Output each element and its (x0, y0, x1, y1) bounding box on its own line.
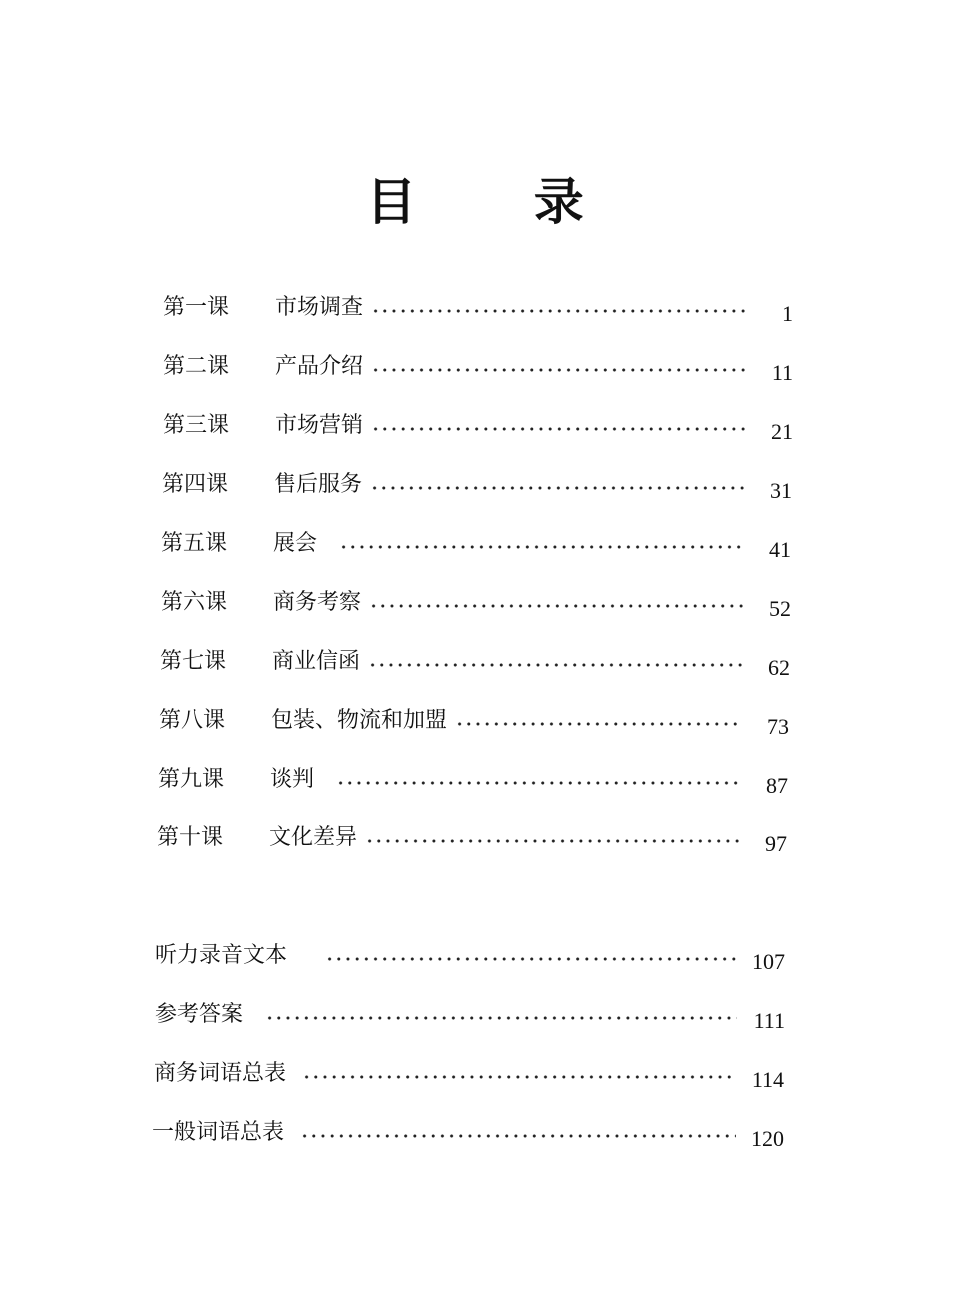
dot-leader (371, 300, 745, 322)
page-title: 目 录 (366, 173, 634, 231)
dot-leader (339, 536, 743, 558)
lesson-title: 文化差异 (269, 825, 358, 850)
dot-leader (365, 830, 739, 852)
toc-entry[interactable] (157, 822, 787, 856)
dot-leader (265, 1007, 737, 1029)
dot-leader (336, 772, 740, 794)
dot-leader (371, 359, 745, 381)
page-number: 1 (782, 301, 793, 326)
lesson-title: 市场营销 (275, 413, 364, 438)
page-number: 21 (771, 419, 793, 444)
lesson-number: 第七课 (160, 649, 227, 674)
dot-leader (371, 418, 745, 440)
lesson-title: 展会 (273, 531, 318, 556)
toc-entry[interactable] (161, 528, 791, 562)
lesson-number: 第八课 (159, 708, 226, 733)
lesson-title: 商务考察 (273, 590, 362, 615)
toc-entry[interactable] (154, 1058, 784, 1092)
toc-entry[interactable] (155, 940, 785, 974)
lesson-number: 第十课 (157, 825, 224, 850)
appendix-title: 商务词语总表 (154, 1061, 287, 1086)
toc-entry[interactable] (163, 292, 793, 326)
lesson-title: 产品介绍 (275, 354, 364, 379)
dot-leader (369, 595, 743, 617)
toc-entry[interactable] (155, 999, 785, 1033)
lesson-title: 包装、物流和加盟 (271, 708, 448, 733)
page-number: 87 (766, 773, 788, 798)
dot-leader (370, 477, 744, 499)
lesson-number: 第二课 (163, 354, 230, 379)
lesson-title: 市场调查 (275, 295, 364, 320)
dot-leader (455, 713, 741, 735)
appendix-title: 一般词语总表 (152, 1120, 285, 1145)
toc-entry[interactable] (158, 764, 788, 798)
lesson-number: 第九课 (158, 767, 225, 792)
appendix-title: 参考答案 (155, 1002, 244, 1027)
page-number: 73 (767, 714, 789, 739)
page-number: 107 (752, 949, 785, 974)
toc-entry[interactable] (160, 646, 790, 680)
toc-entry[interactable] (163, 410, 793, 444)
page-number: 52 (769, 596, 791, 621)
page-number: 111 (753, 1008, 785, 1033)
dot-leader (300, 1125, 736, 1147)
dot-leader (325, 948, 737, 970)
lesson-title: 售后服务 (274, 472, 363, 497)
lesson-number: 第三课 (163, 413, 230, 438)
page-number: 114 (751, 1067, 784, 1092)
lesson-number: 第六课 (161, 590, 228, 615)
page-number: 97 (765, 831, 787, 856)
page-number: 120 (751, 1126, 784, 1151)
page-number: 62 (768, 655, 790, 680)
appendix-title: 听力录音文本 (155, 943, 288, 968)
lesson-title: 谈判 (270, 767, 315, 792)
page-number: 41 (769, 537, 791, 562)
lesson-number: 第四课 (162, 472, 229, 497)
toc-entry[interactable] (159, 705, 789, 739)
toc-entry[interactable] (152, 1117, 784, 1151)
lesson-number: 第五课 (161, 531, 228, 556)
dot-leader (302, 1066, 736, 1088)
toc-entry[interactable] (162, 469, 792, 503)
dot-leader (368, 654, 742, 676)
page-number: 11 (771, 360, 793, 385)
toc-entry[interactable] (163, 351, 793, 385)
lesson-number: 第一课 (163, 295, 230, 320)
toc-entry[interactable] (161, 587, 791, 621)
page-number: 31 (770, 478, 792, 503)
lesson-title: 商业信函 (272, 649, 361, 674)
